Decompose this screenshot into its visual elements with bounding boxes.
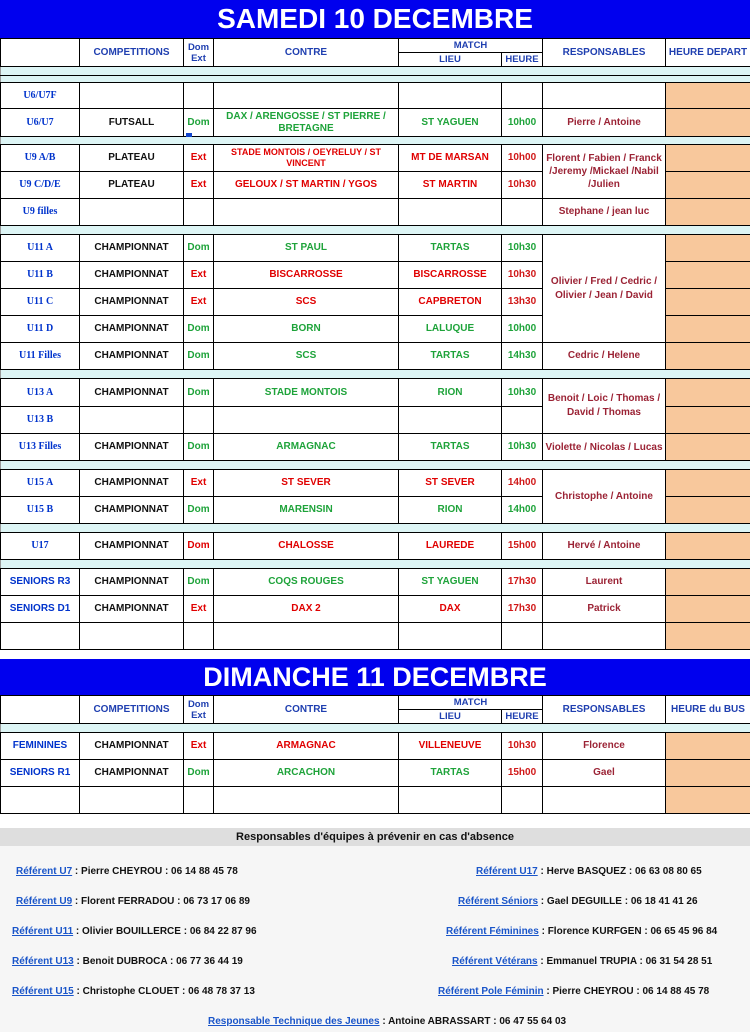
col-dom-ext: Dom Ext [184, 39, 214, 67]
header-row [1, 696, 750, 710]
table-row: U11 A CHAMPIONNAT Dom ST PAUL TARTAS 10h30 Olivier / Fred / Cedric / Olivier / Jean / David [1, 235, 750, 262]
bus-time-cell[interactable] [666, 733, 750, 760]
table-row: U15 A CHAMPIONNAT Ext ST SEVER ST SEVER 14h00 Christophe / Antoine [1, 470, 750, 497]
referent-link[interactable]: Référent U17 [476, 866, 538, 877]
referent-link[interactable]: Référent U11 [12, 926, 74, 937]
col-dom-ext: Dom Ext [184, 696, 214, 724]
table-row: U9 C/D/E PLATEAU Ext GELOUX / ST MARTIN / YGOS ST MARTIN 10h30 [1, 172, 750, 199]
referent-seniors: Référent Séniors : Gael DEGUILLE : 06 18 41 41 26 [458, 896, 698, 907]
col-competitions: COMPETITIONS [80, 696, 184, 724]
bus-time-cell[interactable] [666, 760, 750, 787]
referent-pole-feminin: Référent Pole Féminin : Pierre CHEYROU : 06 14 88 45 78 [438, 986, 710, 997]
departure-cell[interactable] [666, 262, 750, 289]
col-responsables: RESPONSABLES [543, 39, 666, 67]
referent-link[interactable]: Référent Féminines [446, 926, 539, 937]
referent-link[interactable]: Référent Séniors [458, 896, 539, 907]
departure-cell[interactable] [666, 497, 750, 524]
departure-cell[interactable] [666, 379, 750, 407]
cell-marker [186, 133, 192, 137]
table-row: U13 B [1, 407, 750, 434]
referent-u7: Référent U7 : Pierre CHEYROU : 06 14 88 45 78 [16, 866, 238, 877]
col-contre: CONTRE [214, 39, 399, 67]
departure-cell[interactable] [666, 470, 750, 497]
table-row [1, 623, 750, 650]
departure-cell[interactable] [666, 172, 750, 199]
departure-cell[interactable] [666, 533, 750, 560]
departure-cell[interactable] [666, 289, 750, 316]
saturday-title: SAMEDI 10 DECEMBRE [0, 0, 750, 38]
col-heure: HEURE [502, 53, 543, 67]
table-row: U17 CHAMPIONNAT Dom CHALOSSE LAUREDE 15h00 Hervé / Antoine [1, 533, 750, 560]
referent-link[interactable]: Référent Vétérans [452, 956, 538, 967]
table-row: U13 Filles CHAMPIONNAT Dom ARMAGNAC TARTAS 10h30 Violette / Nicolas / Lucas [1, 434, 750, 461]
col-heure: HEURE [502, 710, 543, 724]
table-row: U6/U7F [1, 83, 750, 109]
col-contre: CONTRE [214, 696, 399, 724]
table-row: U11 Filles CHAMPIONNAT Dom SCS TARTAS 14h30 Cedric / Helene [1, 343, 750, 370]
referent-link[interactable]: Référent U15 [12, 986, 74, 997]
col-match: MATCH [399, 696, 543, 710]
departure-cell[interactable] [666, 434, 750, 461]
bus-time-cell[interactable] [666, 787, 750, 814]
table-row: SENIORS R1 CHAMPIONNAT Dom ARCACHON TARTAS 15h00 Gael [1, 760, 750, 787]
col-competitions: COMPETITIONS [80, 39, 184, 67]
departure-cell[interactable] [666, 623, 750, 650]
table-row: U11 D CHAMPIONNAT Dom BORN LALUQUE 10h00 [1, 316, 750, 343]
col-heure-depart: HEURE DEPART [666, 39, 750, 67]
departure-cell[interactable] [666, 109, 750, 137]
referent-link[interactable]: Référent U13 [12, 956, 74, 967]
col-lieu: LIEU [399, 53, 502, 67]
departure-cell[interactable] [666, 145, 750, 172]
departure-cell[interactable] [666, 199, 750, 226]
technical-manager-link[interactable]: Responsable Technique des Jeunes [208, 1016, 380, 1027]
col-responsables: RESPONSABLES [543, 696, 666, 724]
technical-manager: Responsable Technique des Jeunes : Antoine ABRASSART : 06 47 55 64 03 [208, 1016, 567, 1027]
table-row [1, 787, 750, 814]
col-match: MATCH [399, 39, 543, 53]
departure-cell[interactable] [666, 316, 750, 343]
departure-cell[interactable] [666, 235, 750, 262]
referent-link[interactable]: Référent U9 [16, 896, 73, 907]
departure-cell[interactable] [666, 83, 750, 109]
referent-u11: Référent U11 : Olivier BOUILLERCE : 06 84 22 87 96 [12, 926, 257, 937]
referents-title: Responsables d'équipes à prévenir en cas d'absence [0, 828, 750, 846]
referent-u9: Référent U9 : Florent FERRADOU : 06 73 17 06 89 [16, 896, 250, 907]
referent-link[interactable]: Référent Pole Féminin [438, 986, 544, 997]
referent-u17: Référent U17 : Herve BASQUEZ : 06 63 08 80 65 [476, 866, 702, 877]
referents-section [0, 828, 750, 1032]
referent-link[interactable]: Référent U7 [16, 866, 73, 877]
table-row: U6/U7 FUTSALL Dom DAX / ARENGOSSE / ST PIERRE / BRETAGNE ST YAGUEN 10h00 Pierre / Antoine [1, 109, 750, 137]
table-row: SENIORS R3 CHAMPIONNAT Dom COQS ROUGES ST YAGUEN 17h30 Laurent [1, 569, 750, 596]
sunday-title: DIMANCHE 11 DECEMBRE [0, 659, 750, 695]
header-row [1, 39, 750, 53]
referent-veterans: Référent Vétérans : Emmanuel TRUPIA : 06 31 54 28 51 [452, 956, 713, 967]
departure-cell[interactable] [666, 407, 750, 434]
table-row: U15 B CHAMPIONNAT Dom MARENSIN RION 14h00 [1, 497, 750, 524]
table-row: FEMININES CHAMPIONNAT Ext ARMAGNAC VILLENEUVE 10h30 Florence [1, 733, 750, 760]
departure-cell[interactable] [666, 596, 750, 623]
saturday-schedule-table [0, 38, 750, 650]
table-row: U9 A/B PLATEAU Ext STADE MONTOIS / OEYRELUY / ST VINCENT MT DE MARSAN 10h00 Florent / Fabien / Franck /Jeremy /Mickael /Nabil /Julien [1, 145, 750, 172]
departure-cell[interactable] [666, 569, 750, 596]
referent-u15: Référent U15 : Christophe CLOUET : 06 48 78 37 13 [12, 986, 255, 997]
table-row: U13 A CHAMPIONNAT Dom STADE MONTOIS RION 10h30 Benoit / Loic / Thomas / David / Thomas [1, 379, 750, 407]
table-row: U11 C CHAMPIONNAT Ext SCS CAPBRETON 13h30 [1, 289, 750, 316]
departure-cell[interactable] [666, 343, 750, 370]
sunday-schedule-table [0, 695, 750, 814]
referent-u13: Référent U13 : Benoit DUBROCA : 06 77 36 44 19 [12, 956, 243, 967]
table-row: U11 B CHAMPIONNAT Ext BISCARROSSE BISCARROSSE 10h30 [1, 262, 750, 289]
col-lieu: LIEU [399, 710, 502, 724]
table-row: SENIORS D1 CHAMPIONNAT Ext DAX 2 DAX 17h30 Patrick [1, 596, 750, 623]
col-heure-bus: HEURE du BUS [666, 696, 750, 724]
referent-feminines: Référent Féminines : Florence KURFGEN : 06 65 45 96 84 [446, 926, 718, 937]
table-row: U9 filles Stephane / jean luc [1, 199, 750, 226]
